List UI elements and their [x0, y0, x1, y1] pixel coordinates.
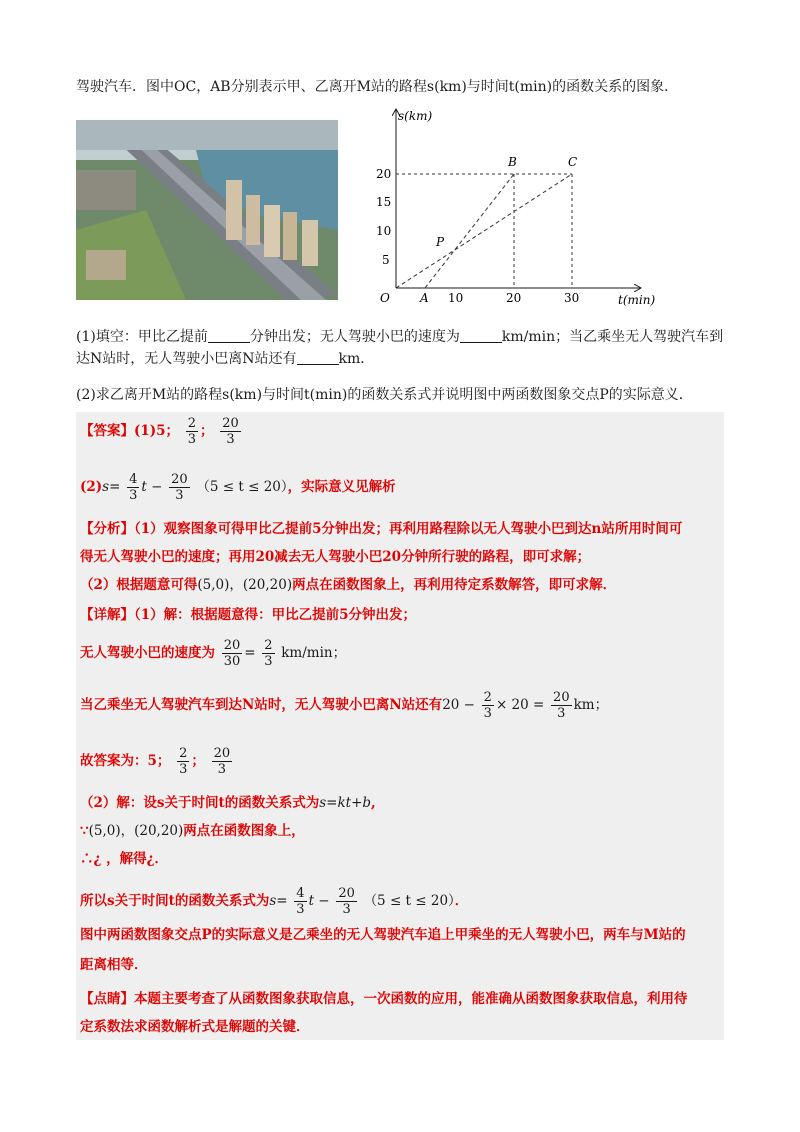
line-AB — [425, 174, 514, 288]
result-line: 所以s关于时间t的函数关系式为s= $\frac{4}{3}$ t − $\frac{20}{3}$ （5 ≤ t ≤ 20）． — [80, 886, 469, 917]
speed-line: 无人驾驶小巴的速度为 $\frac{20}{30}$ = $\frac{2}{3}$ km/min； — [80, 638, 347, 669]
x-axis-label: t(min) — [618, 293, 656, 307]
therefore-line: ∴¿ ，解得¿． — [80, 851, 169, 867]
because-line: ∵(5,0)，(20,20)两点在函数图象上， — [80, 823, 305, 839]
city-aerial-photo — [76, 120, 338, 300]
point-C-label: C — [568, 155, 578, 169]
fenxi-line-2: 得无人驾驶小巴的速度；再用20减去无人驾驶小巴20分钟所行驶的路程，即可求解； — [80, 549, 591, 565]
x-tick-10: 10 — [448, 291, 464, 305]
problem-intro: 驾驶汽车．图中OC，AB分别表示甲、乙离开M站的路程s(km)与时间t(min)的函数关系的图象． — [76, 79, 679, 95]
y-axis-label: s(km) — [398, 109, 433, 123]
fenxi-line-1: 【分析】（1）观察图象可得甲比乙提前5分钟出发；再利用路程除以无人驾驶小巴到达n站所用时间可 — [80, 521, 683, 537]
question-2: (2)求乙离开M站的路程s(km)与时间t(min)的函数关系式并说明图中两函数图象交点P的实际意义． — [76, 387, 693, 403]
blank-3 — [297, 350, 339, 365]
question-1: (1)填空：甲比乙提前 分钟出发；无人驾驶小巴的速度为 km/min；当乙乘坐无人驾驶汽车到 达N站时，无人驾驶小巴离N站还有 km． — [76, 329, 724, 367]
y-tick-10: 10 — [376, 224, 392, 238]
x-tick-20: 20 — [506, 291, 522, 305]
blank-1 — [208, 328, 250, 343]
answer-line-2: (2)s= $\frac{4}{3}$ t − $\frac{20}{3}$ （5 ≤ t ≤ 20），实际意义见解析 — [80, 472, 396, 503]
y-tick-20: 20 — [376, 167, 392, 181]
xiangjie-line-1: 【详解】（1）解：根据题意得：甲比乙提前5分钟出发； — [80, 607, 417, 623]
answer-line-1: 【答案】(1)5； $\frac{2}{3}$ ； $\frac{20}{3}$ — [80, 416, 239, 447]
origin-label: O — [380, 291, 390, 305]
point-P-label: P — [436, 235, 445, 249]
dianjing-line-2: 定系数法求函数解析式是解题的关键． — [80, 1019, 310, 1035]
point-A-label: A — [420, 291, 429, 305]
fenxi-line-3: （2）根据题意可得(5,0)，(20,20)两点在函数图象上，再利用待定系数解答，即可求解． — [80, 577, 617, 593]
final-answer-1: 故答案为：5； $\frac{2}{3}$ ； $\frac{20}{3}$ — [80, 746, 231, 777]
dianjing-line-1: 【点睛】本题主要考查了从函数图象获取信息，一次函数的应用，能准确从函数图象获取信息，利用待 — [80, 991, 688, 1007]
point-B-label: B — [508, 155, 517, 169]
blank-2 — [460, 328, 502, 343]
distance-time-graph — [372, 102, 672, 314]
meaning-line-2: 距离相等． — [80, 957, 148, 973]
remain-line: 当乙乘坐无人驾驶汽车到达N站时，无人驾驶小巴离N站还有20 − $\frac{2}{3}$ × 20 = $\frac{20}{3}$ km； — [80, 690, 609, 721]
meaning-line-1: 图中两函数图象交点P的实际意义是乙乘坐的无人驾驶汽车追上甲乘坐的无人驾驶小巴，两车与M站的 — [80, 927, 686, 943]
y-tick-5: 5 — [382, 253, 390, 267]
solution-2-line: （2）解：设s关于时间t的函数关系式为s=kt+b, — [80, 795, 376, 811]
answer-section — [76, 412, 724, 1040]
y-tick-15: 15 — [376, 195, 392, 209]
x-tick-30: 30 — [564, 291, 580, 305]
line-OC — [396, 174, 572, 288]
